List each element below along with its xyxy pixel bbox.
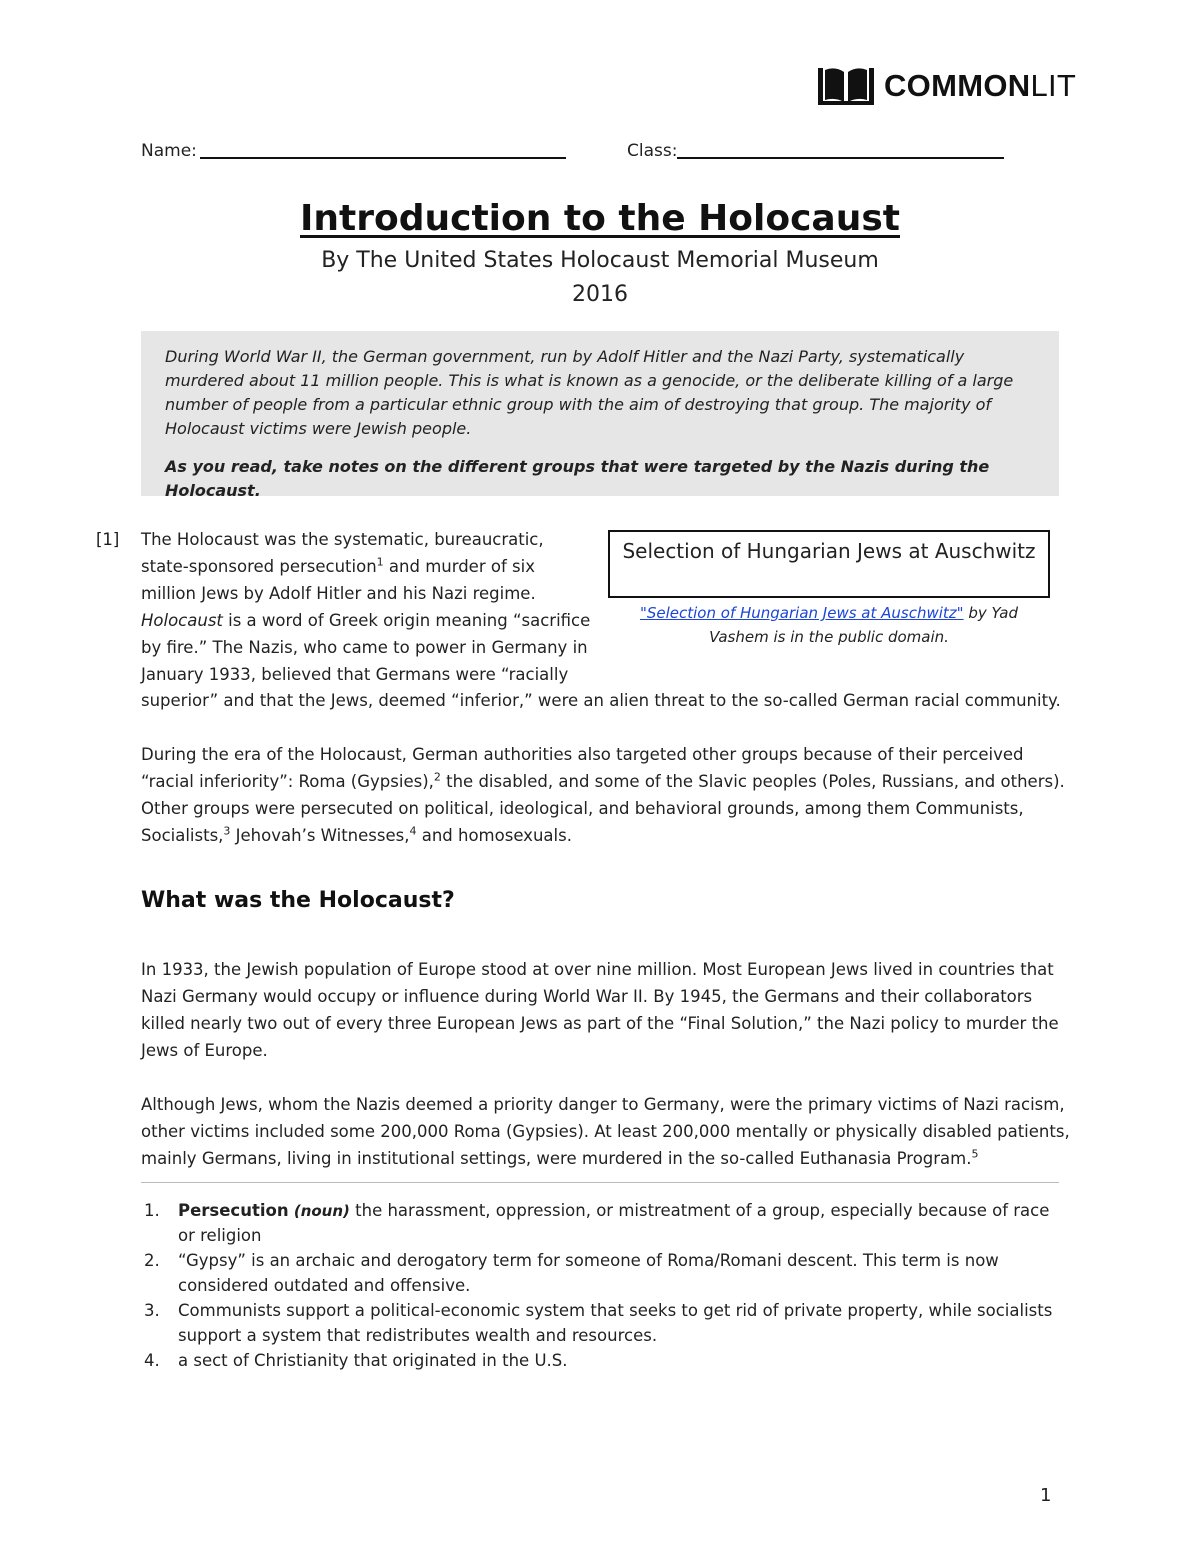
footnote-item: 2. “Gypsy” is an archaic and derogatory term for someone of Roma/Romani descent. This term is now considered outdated and offensive. (144, 1251, 999, 1295)
paragraph-2: During the era of the Holocaust, German authorities also targeted other groups because of their perceived “racial inferiority”: Roma (Gypsies),$^2$ the disabled, and some of the Slavic peoples (Poles, Russians, and others). Other groups were persecuted on political, ideological, and behavioral grounds, among them Communists, Socialists,$^3$ Jehovah’s Witnesses,$^4$ and homosexuals. (141, 745, 1065, 845)
footnote-divider (141, 1182, 1059, 1183)
open-book-icon (818, 66, 874, 106)
paragraph-1-continued: superior” and that the Jews, deemed “inferior,” were an alien threat to the so-called German racial community. (141, 691, 1061, 710)
paragraph-1-wrapped: The Holocaust was the systematic, bureaucratic, state-sponsored persecution$^1$ and murder of six million Jews by Adolf Hitler and his Nazi regime. Holocaust is a word of Greek origin meaning “sacrifice by fire.” The Nazis, who came to power in Germany in January 1933, believed that Germans were “racially (141, 530, 591, 684)
commonlit-logo (818, 66, 1076, 106)
name-field[interactable] (200, 157, 566, 159)
intro-box (141, 331, 1059, 500)
footnotes-list (141, 1199, 1061, 1375)
footnote-ref-1[interactable]: 1 (376, 555, 384, 569)
class-label: Class: (627, 141, 678, 161)
footnote-ref-3[interactable]: 3 (223, 824, 231, 838)
footnote-item: 3. Communists support a political-economic system that seeks to get rid of private property, while socialists support a system that redistributes wealth and resources. (144, 1301, 1053, 1345)
brand-name: COMMONLIT (884, 68, 1077, 103)
name-label: Name: (141, 141, 197, 161)
footnote-item: 1. Persecution (noun) the harassment, oppression, or mistreatment of a group, especially because of race or religion (144, 1201, 1050, 1245)
paragraph-number: [1] (96, 530, 120, 549)
footnote-item: 4. a sect of Christianity that originated in the U.S. (144, 1351, 568, 1370)
author-byline: By The United States Holocaust Memorial Museum (321, 248, 879, 273)
page-number: 1 (1040, 1485, 1052, 1506)
paragraph-4: Although Jews, whom the Nazis deemed a priority danger to Germany, were the primary victims of Nazi racism, other victims included some 200,000 Roma (Gypsies). At least 200,000 mentally or physically disabled patients, mainly Germans, living in institutional settings, were murdered in the so-called Euthanasia Program.$^5$ (141, 1095, 1070, 1168)
footnote-ref-4[interactable]: 4 (409, 824, 417, 838)
publication-year: 2016 (572, 282, 628, 307)
image-credit: "Selection of Hungarian Jews at Auschwitz" by Yad Vashem is in the public domain. (639, 604, 1019, 646)
reading-task: As you read, take notes on the different groups that were targeted by the Nazis during the Holocaust. (165, 457, 990, 500)
footnote-ref-5[interactable]: 5 (971, 1147, 979, 1161)
document-title: Introduction to the Holocaust (300, 198, 900, 239)
paragraph-3: In 1933, the Jewish population of Europe stood at over nine million. Most European Jews lived in countries that Nazi Germany would occupy or influence during World War II. By 1945, the Germans and their collaborators killed nearly two out of every three European Jews as part of the “Final Solution,” the Nazi policy to murder the Jews of Europe. (141, 960, 1059, 1060)
section-heading: What was the Holocaust? (141, 888, 455, 913)
intro-text: During World War II, the German government, run by Adolf Hitler and the Nazi Party, systematically murdered about 11 million people. This is what is known as a genocide, or the deliberate killing of a large number of people from a particular ethnic group with the aim of destroying that group. The majority of Holocaust victims were Jewish people. (165, 347, 1014, 438)
footnote-ref-2[interactable]: 2 (433, 770, 441, 784)
image-caption-box: Selection of Hungarian Jews at Auschwitz (608, 530, 1050, 598)
class-field[interactable] (677, 157, 1004, 159)
image-source-link[interactable]: "Selection of Hungarian Jews at Auschwitz" (639, 604, 964, 622)
